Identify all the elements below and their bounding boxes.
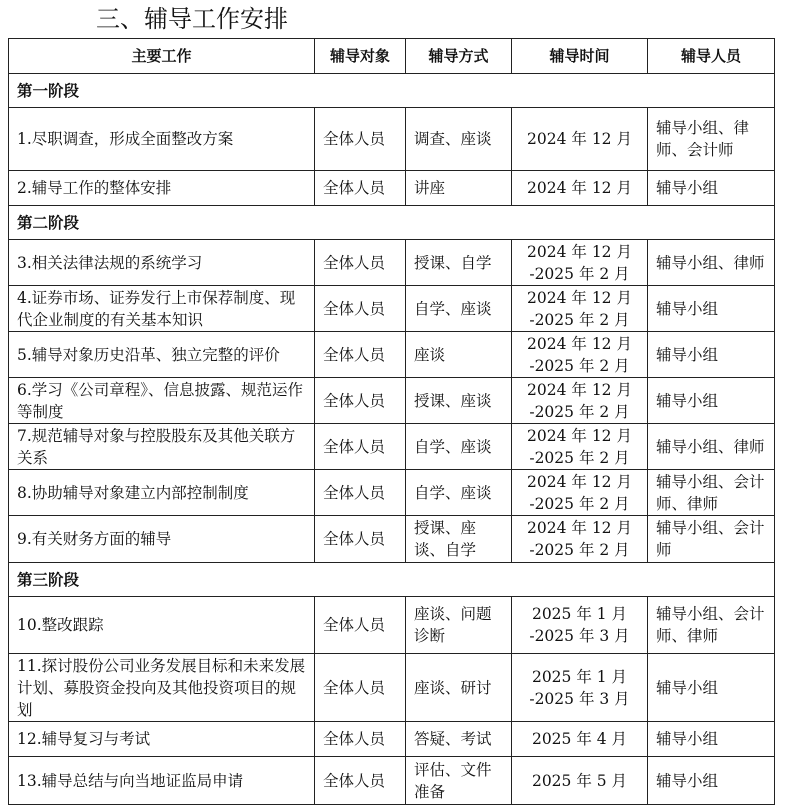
column-header-work: 主要工作 — [9, 39, 315, 74]
cell-time — [512, 597, 648, 654]
cell-target-text: 全体人员 — [323, 483, 386, 502]
cell-method — [406, 378, 512, 424]
cell-work — [9, 757, 315, 805]
cell-method-text: 授课、座谈 — [414, 391, 492, 410]
cell-time-text: 2024 年 12 月 -2025 年 2 月 — [527, 472, 632, 513]
cell-time-text: 2024 年 12 月 -2025 年 2 月 — [527, 334, 632, 375]
cell-time-text: 2024 年 12 月 -2025 年 2 月 — [527, 288, 632, 329]
cell-work — [9, 171, 315, 206]
table-row — [9, 722, 775, 757]
cell-method-text: 调查、座谈 — [414, 130, 492, 148]
cell-target-text: 全体人员 — [323, 179, 386, 197]
cell-work-text: 9.有关财务方面的辅导 — [17, 530, 172, 548]
phase-label: 第三阶段 — [9, 563, 775, 597]
cell-time-text: 2025 年 4 月 — [531, 730, 628, 748]
cell-method — [406, 240, 512, 286]
cell-target-text: 全体人员 — [323, 616, 386, 634]
cell-work-text: 12.辅导复习与考试 — [17, 730, 151, 748]
cell-target — [315, 470, 406, 516]
cell-method — [406, 516, 512, 563]
phase-row — [9, 206, 775, 240]
column-header-time: 辅导时间 — [512, 39, 648, 74]
cell-time — [512, 654, 648, 722]
cell-staff-text: 辅导小组、会计师、律师 — [656, 605, 765, 645]
cell-time-text: 2024 年 12 月 — [527, 130, 632, 148]
cell-target — [315, 286, 406, 332]
cell-method-text: 授课、座谈、自学 — [414, 519, 477, 559]
cell-staff-text: 辅导小组 — [656, 678, 719, 697]
cell-target — [315, 240, 406, 286]
cell-target — [315, 597, 406, 654]
cell-time-text: 2025 年 1 月 -2025 年 3 月 — [529, 667, 630, 708]
cell-work-text: 1.尽职调查，形成全面整改方案 — [17, 130, 234, 148]
cell-method-text: 评估、文件准备 — [414, 760, 492, 801]
table-row — [9, 470, 775, 516]
cell-time — [512, 722, 648, 757]
cell-staff — [648, 424, 775, 470]
cell-target — [315, 378, 406, 424]
cell-staff — [648, 597, 775, 654]
cell-target — [315, 757, 406, 805]
table-row — [9, 332, 775, 378]
cell-time — [512, 286, 648, 332]
table-row — [9, 108, 775, 171]
cell-target-text: 全体人员 — [323, 437, 386, 456]
cell-staff-text: 辅导小组 — [656, 345, 719, 364]
cell-method-text: 讲座 — [414, 179, 446, 197]
cell-target — [315, 171, 406, 206]
table-row — [9, 171, 775, 206]
cell-staff — [648, 722, 775, 757]
cell-work-text: 8.协助辅导对象建立内部控制制度 — [17, 483, 249, 502]
cell-method-text: 自学、座谈 — [414, 437, 492, 456]
cell-staff-text: 辅导小组、律师 — [656, 253, 765, 272]
cell-work-text: 5.辅导对象历史沿革、独立完整的评价 — [17, 345, 280, 364]
cell-staff — [648, 108, 775, 171]
cell-work — [9, 378, 315, 424]
cell-work-text: 3.相关法律法规的系统学习 — [17, 253, 203, 272]
table-header-row — [9, 39, 775, 74]
cell-work — [9, 516, 315, 563]
cell-staff — [648, 516, 775, 563]
cell-method-text: 座谈 — [414, 345, 446, 364]
cell-method-text: 自学、座谈 — [414, 483, 492, 502]
cell-method — [406, 332, 512, 378]
cell-target-text: 全体人员 — [323, 391, 386, 410]
cell-time-text: 2024 年 12 月 -2025 年 2 月 — [527, 380, 632, 421]
cell-work-text: 7.规范辅导对象与控股股东及其他关联方关系 — [17, 426, 296, 467]
phase-row — [9, 563, 775, 597]
cell-work — [9, 597, 315, 654]
cell-time — [512, 757, 648, 805]
cell-time — [512, 470, 648, 516]
cell-staff — [648, 332, 775, 378]
cell-staff-text: 辅导小组 — [656, 299, 719, 318]
cell-time-text: 2025 年 5 月 — [531, 771, 628, 790]
cell-target — [315, 516, 406, 563]
table-row — [9, 597, 775, 654]
cell-time — [512, 424, 648, 470]
table-row — [9, 378, 775, 424]
cell-method — [406, 286, 512, 332]
cell-method — [406, 171, 512, 206]
table-row — [9, 516, 775, 563]
cell-work — [9, 108, 315, 171]
cell-method — [406, 722, 512, 757]
cell-work — [9, 332, 315, 378]
cell-staff — [648, 286, 775, 332]
cell-method — [406, 108, 512, 171]
column-header-staff: 辅导人员 — [648, 39, 775, 74]
table-row — [9, 654, 775, 722]
cell-time — [512, 378, 648, 424]
cell-staff-text: 辅导小组、会计师、律师 — [656, 472, 765, 513]
cell-staff — [648, 654, 775, 722]
cell-method — [406, 597, 512, 654]
cell-time-text: 2025 年 1 月 -2025 年 3 月 — [529, 605, 630, 645]
cell-staff-text: 辅导小组 — [656, 179, 719, 197]
cell-work-text: 13.辅导总结与向当地证监局申请 — [17, 771, 244, 790]
table-row — [9, 240, 775, 286]
cell-staff — [648, 757, 775, 805]
cell-method — [406, 654, 512, 722]
cell-target — [315, 654, 406, 722]
cell-time-text: 2024 年 12 月 — [527, 179, 632, 197]
cell-work-text: 10.整改跟踪 — [17, 616, 104, 634]
cell-staff — [648, 378, 775, 424]
cell-time — [512, 516, 648, 563]
cell-work-text: 6.学习《公司章程》、信息披露、规范运作等制度 — [17, 380, 304, 421]
cell-time-text: 2024 年 12 月 -2025 年 2 月 — [527, 242, 632, 283]
cell-work — [9, 654, 315, 722]
cell-staff-text: 辅导小组 — [656, 771, 719, 790]
cell-work — [9, 240, 315, 286]
cell-time — [512, 108, 648, 171]
cell-work-text: 11.探讨股份公司业务发展目标和未来发展计划、募股资金投向及其他投资项目的规划 — [17, 656, 306, 719]
cell-work — [9, 470, 315, 516]
cell-staff-text: 辅导小组、律师、会计师 — [656, 119, 750, 159]
cell-target-text: 全体人员 — [323, 299, 386, 318]
cell-method-text: 自学、座谈 — [414, 299, 492, 318]
cell-staff-text: 辅导小组 — [656, 391, 719, 410]
cell-time-text: 2024 年 12 月 -2025 年 2 月 — [527, 519, 632, 559]
cell-target-text: 全体人员 — [323, 530, 386, 548]
column-header-method: 辅导方式 — [406, 39, 512, 74]
cell-staff — [648, 171, 775, 206]
cell-time — [512, 332, 648, 378]
cell-staff-text: 辅导小组 — [656, 730, 719, 748]
cell-target-text: 全体人员 — [323, 678, 386, 697]
cell-target-text: 全体人员 — [323, 771, 386, 790]
cell-method — [406, 757, 512, 805]
cell-work-text: 2.辅导工作的整体安排 — [17, 179, 172, 197]
cell-target-text: 全体人员 — [323, 130, 386, 148]
cell-work-text: 4.证券市场、证券发行上市保荐制度、现代企业制度的有关基本知识 — [17, 288, 296, 329]
phase-row — [9, 74, 775, 108]
cell-method-text: 授课、自学 — [414, 253, 492, 272]
phase-label: 第一阶段 — [9, 74, 775, 108]
cell-time — [512, 171, 648, 206]
cell-method-text: 座谈、问题诊断 — [414, 605, 492, 645]
cell-work — [9, 424, 315, 470]
cell-target-text: 全体人员 — [323, 345, 386, 364]
tutoring-schedule-table — [8, 38, 775, 805]
cell-work — [9, 286, 315, 332]
cell-target — [315, 424, 406, 470]
cell-target-text: 全体人员 — [323, 253, 386, 272]
cell-target — [315, 722, 406, 757]
cell-staff — [648, 470, 775, 516]
table-row — [9, 286, 775, 332]
column-header-target: 辅导对象 — [315, 39, 406, 74]
cell-work — [9, 722, 315, 757]
cell-staff-text: 辅导小组、会计师 — [656, 519, 765, 559]
cell-target-text: 全体人员 — [323, 730, 386, 748]
table-row — [9, 757, 775, 805]
cell-method-text: 答疑、考试 — [414, 730, 492, 748]
cell-method-text: 座谈、研讨 — [414, 678, 492, 697]
cell-time — [512, 240, 648, 286]
cell-staff-text: 辅导小组、律师 — [656, 437, 765, 456]
cell-time-text: 2024 年 12 月 -2025 年 2 月 — [527, 426, 632, 467]
table-row — [9, 424, 775, 470]
cell-target — [315, 332, 406, 378]
cell-method — [406, 424, 512, 470]
cell-target — [315, 108, 406, 171]
section-heading: 三、辅导工作安排 — [96, 5, 288, 33]
cell-method — [406, 470, 512, 516]
phase-label: 第二阶段 — [9, 206, 775, 240]
cell-staff — [648, 240, 775, 286]
